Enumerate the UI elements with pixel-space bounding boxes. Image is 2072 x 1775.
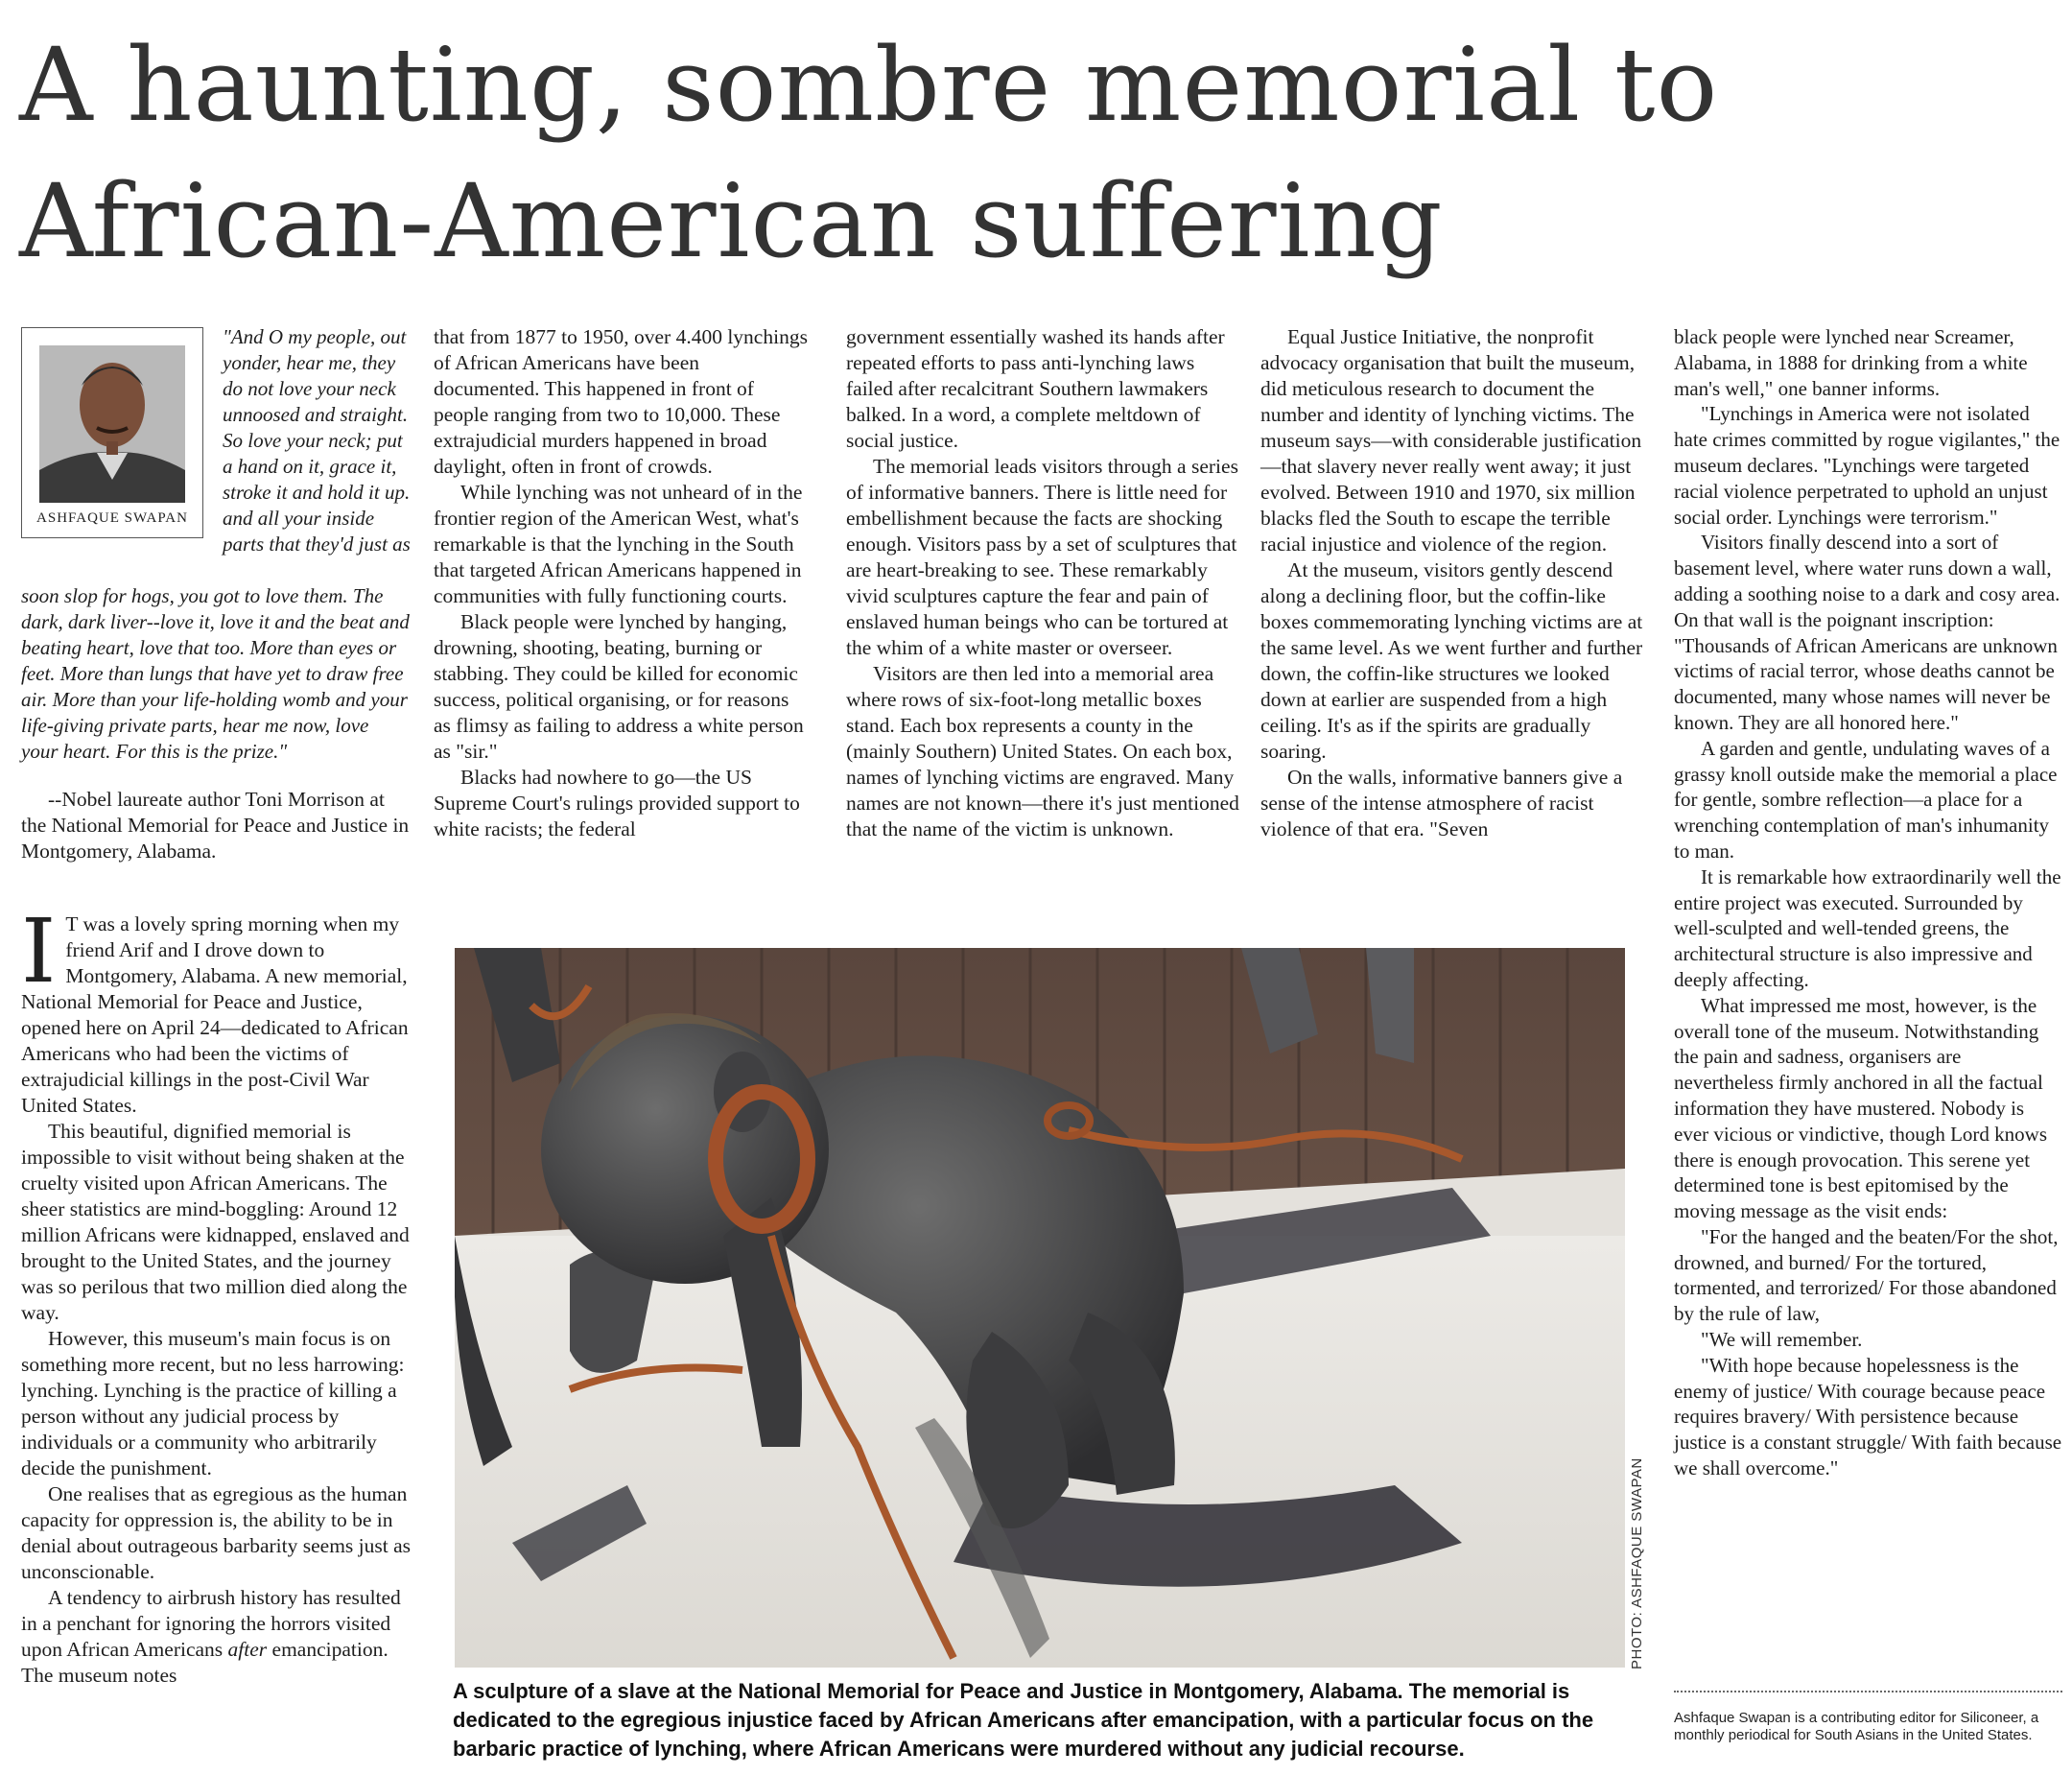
column-2 — [434, 324, 810, 842]
photo-caption: A sculpture of a slave at the National Memorial for Peace and Justice in Montgomery, Alabama. The memorial is dedicated to the egregious injustice faced by African Americans after emancipation, with a particular focus on the barbaric practice of lynching, where African Americans were murdered without any judicial recourse. — [453, 1679, 1594, 1761]
column-4 — [1260, 324, 1644, 842]
lead-text: T was a lovely spring morning when my friend Arif and I drove down to Montgomery, Alabama. A new memorial, National Memorial for Peace and Justice, opened here on April 24—dedicated to African Americans who had been the victims of extrajudicial killings in the post-Civil War United States. — [21, 912, 409, 1117]
attribution-text: --Nobel laureate author Toni Morrison at the National Memorial for Peace and Justice in Montgomery, Alabama. — [21, 788, 410, 863]
paragraph: Equal Justice Initiative, the nonprofit advocacy organisation that built the museum, did meticulous research to document the number and identity of lynching victims. The museum says—with considerable justification—that slavery never really went away; it just evolved. Between 1910 and 1970, six million blacks fled the South to escape the terrible racial injustice and violence of the region. — [1260, 325, 1642, 556]
paragraph: "With hope because hopelessness is the enemy of justice/ With courage because peace requires bravery/ With persistence because justice is a constant struggle/ With faith because we shall overcome." — [1674, 1353, 2062, 1480]
text-run: emancipation. The museum notes — [21, 1638, 388, 1687]
drop-cap: I — [21, 900, 57, 1003]
paragraph: "We will remember. — [1701, 1328, 1863, 1352]
epigraph-attribution — [21, 787, 411, 864]
author-bio: Ashfaque Swapan is a contributing editor for Siliconeer, a monthly periodical for South Asians in the United States. — [1674, 1710, 2039, 1743]
column-1 — [21, 900, 412, 1689]
paragraph: that from 1877 to 1950, over 4.400 lynchings of African Americans have been documented. This happened in front of people ranging from two to 10,000. These extrajudicial murders happened in broad daylight, often in front of crowds. — [434, 325, 808, 478]
paragraph: A garden and gentle, undulating waves of a grassy knoll outside make the memorial a place for gentle, sombre reflection—a place for a wrenching contemplation of man's inhumanity to man. — [1674, 736, 2058, 863]
paragraph: "For the hanged and the beaten/For the shot, drowned, and burned/ For the tortured, tormented, and terrorized/ For those abandoned by the rule of law, — [1674, 1224, 2059, 1326]
paragraph: Visitors are then led into a memorial area where rows of six-foot-long metallic boxes stand. Each box represents a county in the (mainly Southern) United States. On each box, names of lynching victims are engraved. Many names are not known—there it's just mentioned that the name of the victim is unknown. — [846, 662, 1239, 840]
column-5 — [1674, 324, 2062, 1481]
paragraph: At the museum, visitors gently descend along a declining floor, but the coffin-like boxes commemorating lynching victims are at the same level. As we went further and further down, the coffin-like structures we looked down at earlier are suspended from a high ceiling. It's as if the spirits are gradually soaring. — [1260, 558, 1643, 763]
author-box — [21, 327, 203, 538]
lead-paragraph — [21, 900, 411, 1119]
text-run: A tendency to airbrush history has resulted in a penchant for ignoring the horrors visited upon African Americans — [21, 1586, 401, 1661]
column-3 — [846, 324, 1239, 842]
paragraph: While lynching was not unheard of in the frontier region of the American West, what's remarkable is that the lynching in the South that targeted African Americans happened in communities with fully functioning courts. — [434, 481, 803, 607]
headline: A haunting, sombre memorial to African-American suffering — [19, 26, 1719, 280]
paragraph: Black people were lynched by hanging, drowning, shooting, beating, burning or stabbing. They could be killed for economic success, political organising, or for reasons as flimsy as failing to address a white person as "sir." — [434, 610, 804, 763]
epigraph-quote-continued: soon slop for hogs, you got to love them. The dark, dark liver--love it, love it and the beat and beating heart, love that too. More than eyes or feet. More than lungs that have yet to draw free air. More than your life-holding womb and your life-giving private parts, hear me now, love your heart. For this is the prize." — [21, 584, 410, 763]
paragraph: What impressed me most, however, is the overall tone of the museum. Notwithstanding the pain and sadness, organisers are nevertheless firmly anchored in all the factual information they have mustered. Nobody is ever vicious or vindictive, though Lord knows there is enough provocation. This serene yet determined tone is best epitomised by the moving message as the visit ends: — [1674, 993, 2048, 1223]
sculpture-photo — [455, 948, 1625, 1668]
paragraph — [21, 1585, 411, 1689]
emphasis: after — [227, 1638, 268, 1661]
paragraph: This beautiful, dignified memorial is impossible to visit without being shaken at the cruelty visited upon African Americans. The sheer statistics are mind-boggling: Around 12 million Africans were kidnapped, enslaved and brought to the United States, and the journey was so perilous that two million died along the way. — [21, 1120, 410, 1324]
paragraph: Blacks had nowhere to go—the US Supreme Court's rulings provided support to white racists; the federal — [434, 766, 800, 840]
paragraph: However, this museum's main focus is on something more recent, but no less harrowing: lynching. Lynching is the practice of killing a person without any judicial process by individuals or a community who arbitrarily decide the punishment. — [21, 1327, 405, 1479]
photo-credit: PHOTO: ASHFAQUE SWAPAN — [1629, 1457, 1645, 1669]
paragraph: Visitors finally descend into a sort of basement level, where water runs down a wall, adding a soothing noise to a dark and cosy area. On that wall is the poignant inscription: "Thousands of African Americans are unknown victims of racial terror, whose deaths cannot be documented, many whose names will never be known. They are all honored here." — [1674, 531, 2060, 734]
author-photo — [39, 345, 185, 503]
bio-divider — [1674, 1691, 2062, 1692]
author-name: ASHFAQUE SWAPAN — [36, 510, 188, 526]
paragraph: One realises that as egregious as the human capacity for oppression is, the ability to be in denial about outrageous barbarity seems just as unconscionable. — [21, 1482, 412, 1583]
paragraph: "Lynchings in America were not isolated hate crimes committed by rogue vigilantes," the museum declares. "Lynchings were targeted racial violence perpetrated to uphold an unjust social order. Lynchings were terrorism." — [1674, 402, 2060, 529]
epigraph-quote: "And O my people, out yonder, hear me, they do not love your neck unnoosed and straight. So love your neck; put a hand on it, grace it, stroke it and hold it up. and all your inside parts that they'd just as — [223, 325, 411, 556]
paragraph: government essentially washed its hands after repeated efforts to pass anti-lynching laws failed after recalcitrant Southern lawmakers balked. In a word, a complete meltdown of social justice. — [846, 325, 1225, 452]
paragraph: black people were lynched near Screamer, Alabama, in 1888 for drinking from a white man's well," one banner informs. — [1674, 325, 2028, 400]
paragraph: On the walls, informative banners give a sense of the intense atmosphere of racist violence of that era. "Seven — [1260, 766, 1623, 840]
paragraph: The memorial leads visitors through a series of informative banners. There is little need for embellishment because the facts are shocking enough. Visitors pass by a set of sculptures that are heart-breaking to see. These remarkably vivid sculptures capture the fear and pain of enslaved human beings who can be tortured at the whim of a white master or overseer. — [846, 455, 1238, 659]
paragraph: It is remarkable how extraordinarily well the entire project was executed. Surrounded by well-sculpted and well-tended greens, the architectural structure is also impressive and deeply affecting. — [1674, 864, 2061, 991]
